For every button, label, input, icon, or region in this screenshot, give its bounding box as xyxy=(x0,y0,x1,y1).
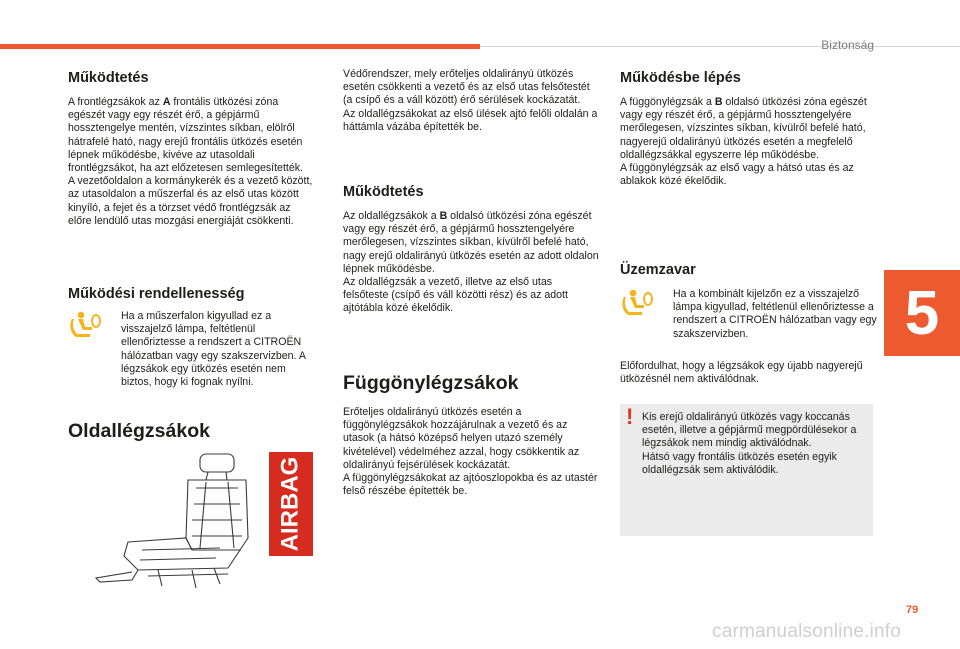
note-text: Kis erejű oldalirányú ütközés vagy koccanás esetén, illetve a gépjármű megpördülésekor a légzsákok nem mindig aktiválódnak. Hátsó vagy frontális ütközés esetén egyik oldallégzsák sem aktiválódik. xyxy=(642,411,857,476)
heading-mukodtetes: Működtetés xyxy=(68,70,149,86)
heading-side-airbags: Oldallégzsákok xyxy=(68,420,210,442)
heading-activation: Működésbe lépés xyxy=(620,70,741,86)
paragraph-reactivation: Előfordulhat, hogy a légzsákok egy újabb nagyerejű ütközésnél nem aktiválódnak. xyxy=(620,360,863,386)
paragraph-curtain-activation: A függönylégzsák a B oldalsó ütközési zóna egészét vagy egy részét érő, a gépjármű hossztengelyére merőlegesen, vízszintes síkban, kívülről befelé ható, nagyerejű oldalirányú ütközés esetén a megfelelő oldallégzsákkal egyszerre lép működésbe. xyxy=(620,96,867,161)
header-accent-bar xyxy=(0,44,480,49)
header-rule xyxy=(480,46,960,47)
warning-text-2: Ha a kombinált kijelzőn ez a visszajelző lámpa kigyullad, feltétlenül ellenőriztesse a rendszert a CITROËN hálózatban vagy egy szakszervizben. xyxy=(673,288,877,340)
paragraph-curtain-intro: Erőteljes oldalirányú ütközés esetén a függönylégzsákok hozzájárulnak a vezető és az utasok (a hátsó középső helyen utazó személy kivételével) védelméhez azzal, hogy csökkentik az oldalirányú fejsérülések kockázatát. xyxy=(343,406,580,471)
paragraph-side-deploy: Az oldallégzsák a vezető, illetve az első utas felsőteste (csípő és váll közötti rész) és az adott ajtótábla közé ékelődik. xyxy=(343,276,568,315)
watermark: carmanualsonline.info xyxy=(712,621,902,642)
paragraph-curtain-deploy: A függönylégzsák az első vagy a hátsó utas és az ablakok közé ékelődik. xyxy=(620,162,854,188)
heading-malfunction-2: Üzemzavar xyxy=(620,262,696,278)
paragraph-side-airbag-intro: Védőrendszer, mely erőteljes oldalirányú ütközés esetén csökkenti a vezető és az első utas felsőtestét (a csípő és a váll között) érő sérülések kockázatát. xyxy=(343,68,590,107)
chapter-tab: 5 xyxy=(884,270,960,356)
section-title: Biztonság xyxy=(821,38,874,52)
paragraph-front-airbag-2: A vezetőoldalon a kormánykerék és a vezető között, az utasoldalon a műszerfal és az első utas között kinyíló, a fejet és a törzset védő frontlégzsák az előre lendülő utas mozgási energiáját csökkenti. xyxy=(68,175,313,227)
warning-text: Ha a műszerfalon kigyullad ez a visszajelző lámpa, feltétlenül ellenőriztesse a rendszert a CITROËN hálózatban vagy egy szakszervizben. A légzsákok egy ütközés esetén nem biztos, hogy ki fognak nyílni. xyxy=(121,310,306,389)
page-number: 79 xyxy=(906,604,919,616)
airbag-label: AIRBAG xyxy=(276,456,304,552)
heading-malfunction: Működési rendellenesség xyxy=(68,286,245,302)
paragraph-side-airbag-location: Az oldallégzsákokat az első ülések ajtó felőli oldalán a háttámla vázába építették be. xyxy=(343,107,598,133)
paragraph-side-activation: Az oldallégzsákok a B oldalsó ütközési zóna egészét vagy egy részét érő, a gépjármű hossztengelyére merőlegesen, vízszintes síkban, kívülről befelé ható, nagy erejű oldalirányú ütközés esetén az adott oldalon lépnek működésbe. xyxy=(343,210,599,275)
paragraph-front-airbag: A frontlégzsákok az A frontális ütközési zóna egészét vagy egy részét érő, a gépjármű hossztengelye mentén, vízszintes síkban, elölről hátrafelé ható, nagy erejű frontális ütközés esetén lépnek működésbe, kivéve az utasoldali frontlégzsákot, ha azt előzetesen semlegesítették. xyxy=(68,96,303,175)
heading-mukodtetes-side: Működtetés xyxy=(343,184,424,200)
seat-illustration xyxy=(88,452,318,592)
exclamation-icon: ! xyxy=(626,404,634,429)
airbag-warning-lamp-icon xyxy=(620,288,654,318)
airbag-warning-lamp-icon xyxy=(68,310,102,340)
note-box xyxy=(620,404,873,536)
paragraph-curtain-location: A függönylégzsákokat az ajtóoszlopokba és az utastér felső részébe építették be. xyxy=(343,472,598,498)
heading-curtain-airbags: Függönylégzsákok xyxy=(343,372,519,394)
